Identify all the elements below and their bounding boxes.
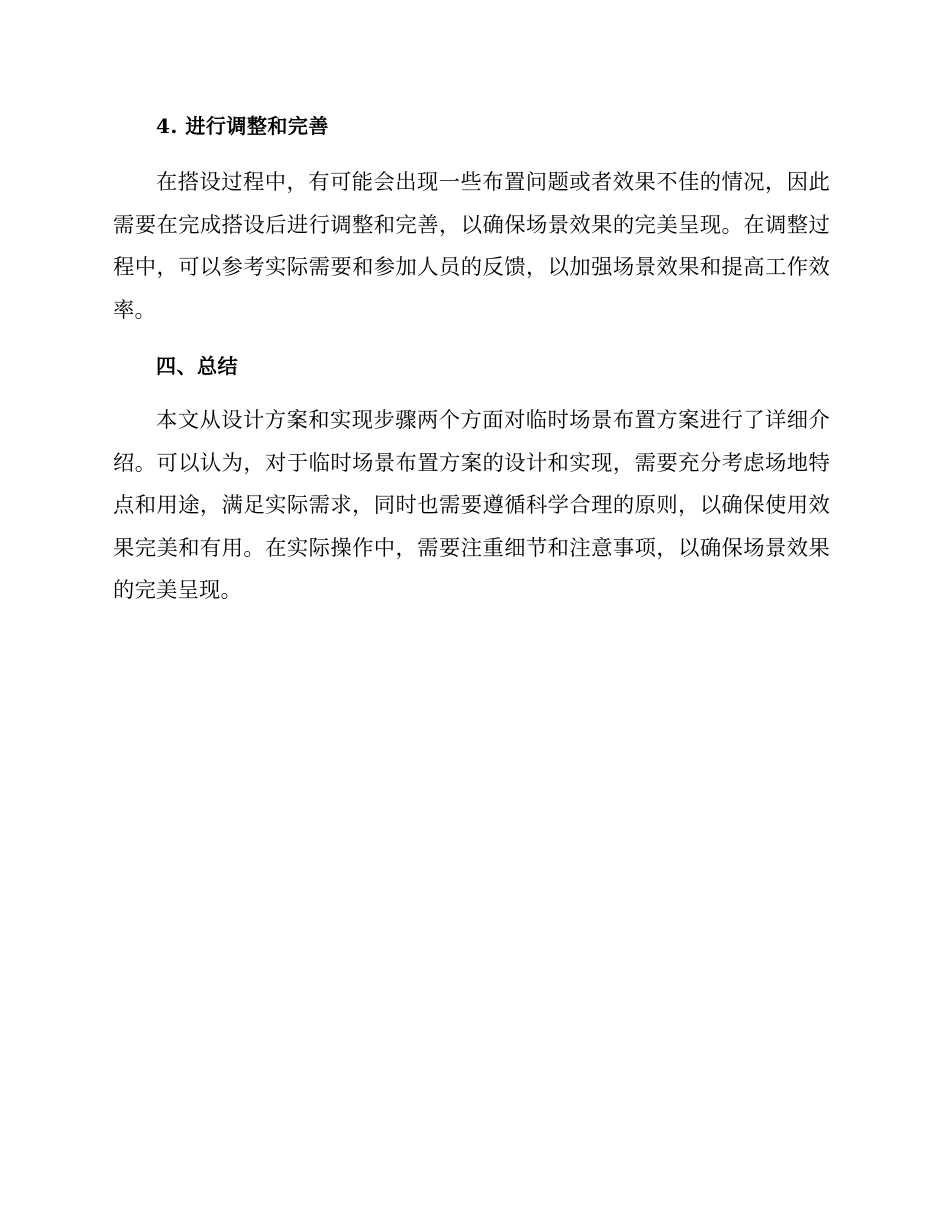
summary-paragraph: 本文从设计方案和实现步骤两个方面对临时场景布置方案进行了详细介绍。可以认为，对于临时场景布置方案的设计和实现，需要充分考虑场地特点和用途，满足实际需求，同时也需要遵循科学合理的原则，以确保使用效果完美和有用。在实际操作中，需要注重细节和注意事项，以确保场景效果的完美呈现。 (113, 408, 830, 603)
section-4-paragraph: 在搭设过程中，有可能会出现一些布置问题或者效果不佳的情况，因此需要在完成搭设后进行调整和完善，以确保场景效果的完美呈现。在调整过程中，可以参考实际需要和参加人员的反馈，以加强场景效果和提高工作效率。 (113, 170, 830, 323)
section-4-heading: 4. 进行调整和完善 (156, 114, 329, 138)
document-page (113, 110, 830, 613)
summary-heading: 四、总结 (156, 354, 238, 378)
